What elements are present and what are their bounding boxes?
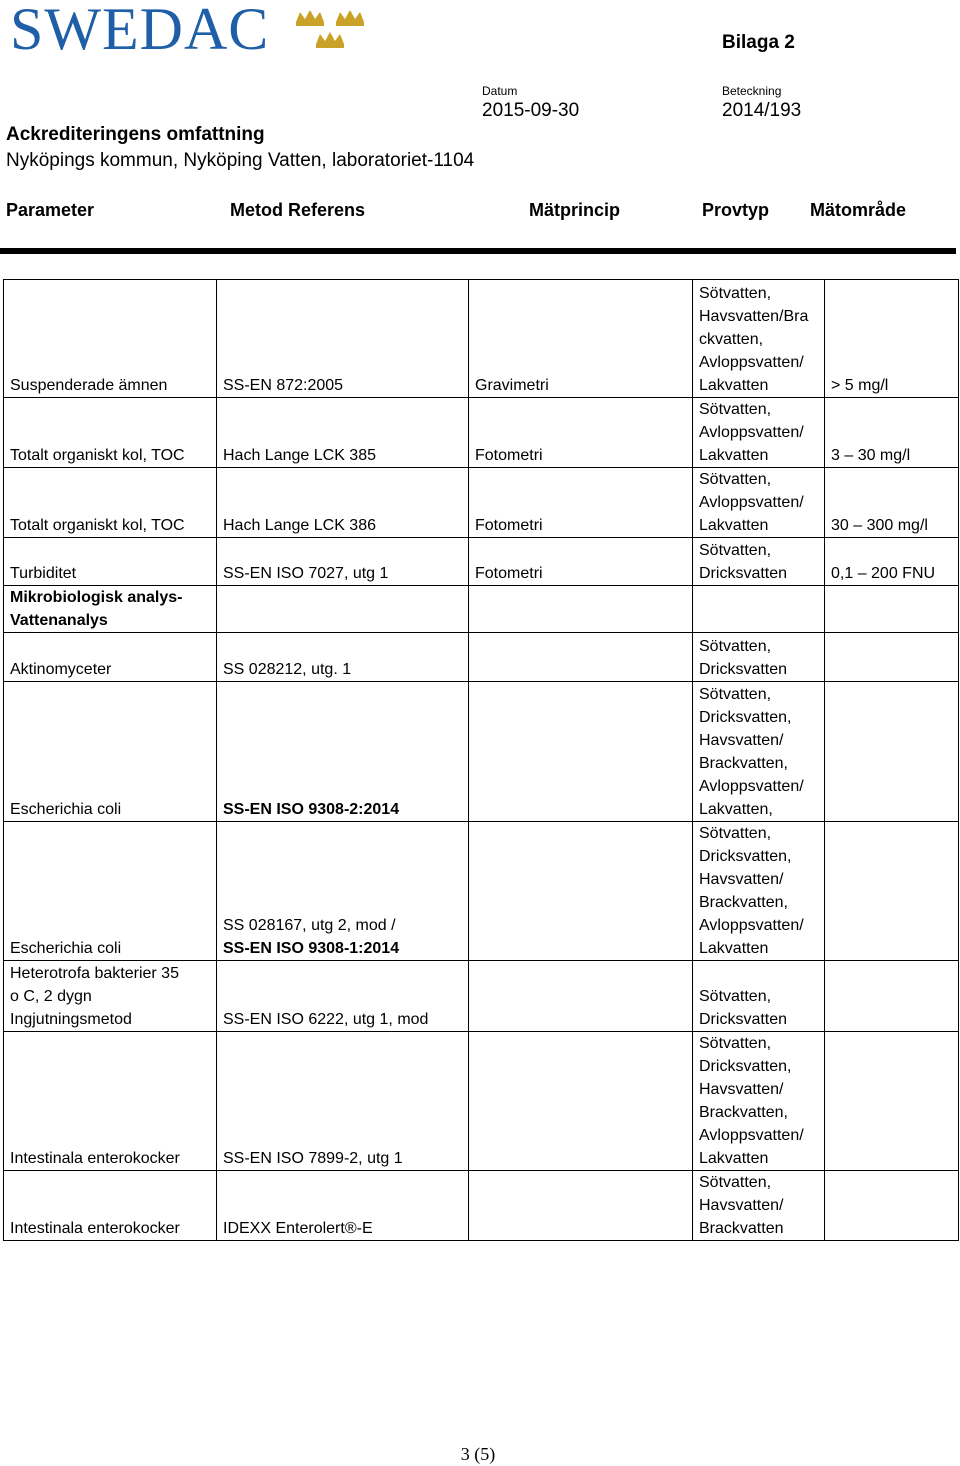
cell-omrade: [825, 1032, 959, 1171]
cell-metod: SS-EN ISO 7899-2, utg 1: [217, 1032, 469, 1171]
cell-omrade: [825, 822, 959, 961]
metod-line-1: SS 028167, utg 2, mod /: [223, 917, 396, 934]
beteckning-label: Beteckning: [722, 84, 782, 98]
cell-section-heading: Mikrobiologisk analys- Vattenanalys: [4, 586, 217, 633]
cell-princip: [469, 822, 693, 961]
cell-provtyp: Sötvatten, Dricksvatten, Havsvatten/ Brackvatten, Avloppsvatten/ Lakvatten: [693, 1032, 825, 1171]
cell-provtyp: Sötvatten, Havsvatten/ Brackvatten: [693, 1171, 825, 1241]
cell-princip: Fotometri: [469, 468, 693, 538]
table-row: [4, 1171, 959, 1241]
cell-metod: IDEXX Enterolert®-E: [217, 1171, 469, 1241]
cell-metod: [217, 822, 469, 961]
cell-metod: SS-EN ISO 9308-2:2014: [217, 682, 469, 822]
cell-parameter: Escherichia coli: [4, 822, 217, 961]
table-row: [4, 682, 959, 822]
swedac-logo: [10, 0, 370, 60]
cell-metod: Hach Lange LCK 385: [217, 398, 469, 468]
cell-princip: [469, 1032, 693, 1171]
three-crowns-icon: [292, 2, 376, 52]
metod-line-2: SS-EN ISO 9308-1:2014: [223, 940, 400, 957]
table-row: [4, 633, 959, 682]
accreditation-table: [3, 279, 959, 1241]
table-row: [4, 398, 959, 468]
table-row: [4, 1032, 959, 1171]
column-header-provtyp: Provtyp: [702, 200, 770, 220]
cell-parameter: Intestinala enterokocker: [4, 1171, 217, 1241]
cell-provtyp: Sötvatten, Dricksvatten: [693, 633, 825, 682]
cell-princip: Fotometri: [469, 398, 693, 468]
document-title: Ackrediteringens omfattning: [6, 124, 265, 145]
cell-omrade: [825, 1171, 959, 1241]
cell-parameter: Suspenderade ämnen: [4, 280, 217, 398]
cell-omrade: 0,1 – 200 FNU: [825, 538, 959, 586]
header-rule: [0, 248, 956, 254]
column-header-matomrade: Mätområde: [810, 200, 907, 220]
cell-omrade: [825, 633, 959, 682]
cell-parameter: Totalt organiskt kol, TOC: [4, 398, 217, 468]
table-row-section: [4, 586, 959, 633]
cell-metod: Hach Lange LCK 386: [217, 468, 469, 538]
cell-parameter: Turbiditet: [4, 538, 217, 586]
cell-omrade: 3 – 30 mg/l: [825, 398, 959, 468]
table-row: [4, 468, 959, 538]
cell-provtyp: Sötvatten, Dricksvatten: [693, 961, 825, 1032]
cell-parameter: Totalt organiskt kol, TOC: [4, 468, 217, 538]
cell-parameter: Heterotrofa bakterier 35 o C, 2 dygn Ingjutningsmetod: [4, 961, 217, 1032]
column-header-matprincip: Mätprincip: [529, 200, 621, 220]
column-header-parameter: Parameter: [6, 200, 95, 220]
cell-metod: [217, 586, 469, 633]
cell-provtyp: Sötvatten, Avloppsvatten/ Lakvatten: [693, 468, 825, 538]
table-row: [4, 961, 959, 1032]
cell-omrade: > 5 mg/l: [825, 280, 959, 398]
cell-princip: [469, 682, 693, 822]
cell-parameter: Escherichia coli: [4, 682, 217, 822]
table-row: [4, 538, 959, 586]
cell-princip: Fotometri: [469, 538, 693, 586]
cell-omrade: [825, 586, 959, 633]
cell-princip: [469, 586, 693, 633]
cell-metod: SS-EN ISO 6222, utg 1, mod: [217, 961, 469, 1032]
cell-metod: SS 028212, utg. 1: [217, 633, 469, 682]
cell-omrade: [825, 961, 959, 1032]
datum-value: 2015-09-30: [482, 100, 580, 121]
cell-provtyp: [693, 586, 825, 633]
cell-provtyp: Sötvatten, Dricksvatten: [693, 538, 825, 586]
cell-metod: SS-EN ISO 7027, utg 1: [217, 538, 469, 586]
bilaga-label: Bilaga 2: [722, 32, 795, 53]
cell-princip: [469, 961, 693, 1032]
cell-omrade: 30 – 300 mg/l: [825, 468, 959, 538]
logo-wordmark: SWEDAC: [10, 0, 270, 62]
cell-princip: [469, 633, 693, 682]
cell-provtyp: Sötvatten, Dricksvatten, Havsvatten/ Brackvatten, Avloppsvatten/ Lakvatten,: [693, 682, 825, 822]
cell-provtyp: Sötvatten, Avloppsvatten/ Lakvatten: [693, 398, 825, 468]
cell-metod: SS-EN 872:2005: [217, 280, 469, 398]
cell-princip: Gravimetri: [469, 280, 693, 398]
datum-label: Datum: [482, 84, 518, 98]
page-number: 3 (5): [460, 1444, 496, 1464]
cell-provtyp: Sötvatten, Havsvatten/Bra ckvatten, Avloppsvatten/ Lakvatten: [693, 280, 825, 398]
cell-parameter: Aktinomyceter: [4, 633, 217, 682]
table-row: [4, 280, 959, 398]
document-subtitle: Nyköpings kommun, Nyköping Vatten, laboratoriet-1104: [6, 150, 475, 171]
table-row: [4, 822, 959, 961]
beteckning-value: 2014/193: [722, 100, 802, 121]
cell-provtyp: Sötvatten, Dricksvatten, Havsvatten/ Brackvatten, Avloppsvatten/ Lakvatten: [693, 822, 825, 961]
cell-parameter: Intestinala enterokocker: [4, 1032, 217, 1171]
cell-princip: [469, 1171, 693, 1241]
column-header-metod: Metod Referens: [230, 200, 366, 220]
cell-omrade: [825, 682, 959, 822]
